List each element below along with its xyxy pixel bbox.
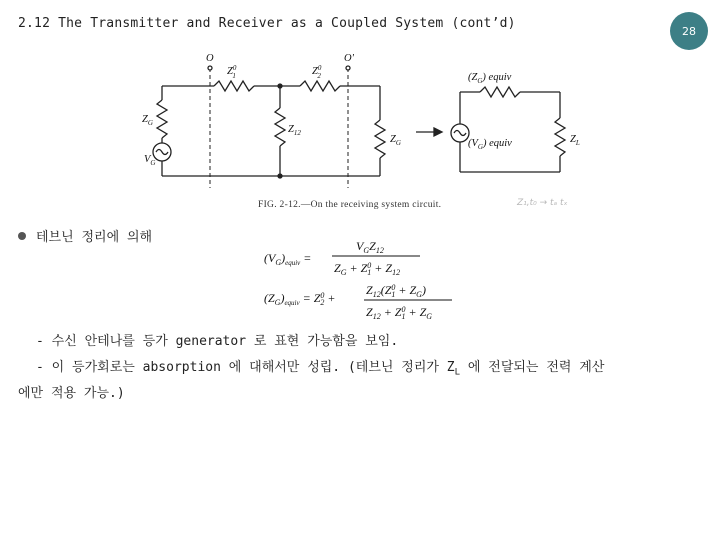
label-zg-equiv: $(Z_G)$ equiv <box>468 72 512 85</box>
eq2-lhs: $(Z_G)_{equiv} = Z^0$ 2 + <box>264 291 336 307</box>
node-z12-top <box>278 84 282 88</box>
equation-block <box>262 236 472 326</box>
terminal-o-prime-top <box>346 66 350 70</box>
note-line-2-text-b: 에 전달되는 전력 계산 <box>460 360 605 375</box>
eq1-lhs: $(V_G)_{equiv}$ = <box>264 251 312 267</box>
resistor-z1 <box>214 81 254 91</box>
eq-resistor-zg <box>480 87 520 97</box>
eq-resistor-zl <box>555 118 565 156</box>
page-number-badge: 28 <box>670 12 708 50</box>
label-z12: $Z_{12}$ <box>288 124 301 137</box>
node-z12-bottom <box>278 174 282 178</box>
note-line-3: 에만 적용 가능.) <box>18 386 125 401</box>
slide-title: 2.12 The Transmitter and Receiver as a Coupled System (cont’d) <box>18 16 516 31</box>
label-terminal-o: O <box>206 53 214 64</box>
note-line-2 <box>36 356 604 378</box>
label-vg-equiv: $(V_G)$ equiv <box>468 138 512 151</box>
note-line-1: - 수신 안테나를 등가 generator 로 표현 가능함을 보임. <box>36 334 399 349</box>
label-zg-left: $Z_G$ <box>142 114 153 127</box>
resistor-z2 <box>300 81 340 91</box>
eq1-numerator: $V_GZ_{12}$ <box>356 239 384 255</box>
circuit-figure <box>130 48 590 213</box>
label-zg-right: $Z_G$ <box>390 134 401 147</box>
arrow-head <box>434 128 442 136</box>
resistor-z12 <box>275 108 285 146</box>
terminal-o-top <box>208 66 212 70</box>
figure-caption: FIG. 2-12.—On the receiving system circuit. <box>258 200 442 210</box>
note-line-2-text-a: - 이 등가회로는 absorption 에 대해서만 성립. (테브닌 정리가 Z <box>36 360 455 375</box>
eq-source-tilde <box>454 131 466 136</box>
label-vg: $V_G$ <box>144 154 156 167</box>
eq2-denominator: $Z_{12} + Z^0$ $1 + Z_G$ <box>366 305 433 321</box>
note-line-2-sub: L <box>454 367 461 378</box>
figure-handwritten-note: Z₁,t₀ → tₐ tₓ <box>517 198 568 208</box>
source-tilde <box>156 150 168 155</box>
label-zl: $Z_L$ <box>570 134 580 147</box>
eq1-denominator: $Z_G + Z^0$ $1 + Z_{12}$ <box>334 261 401 277</box>
resistor-zg-left <box>157 100 167 138</box>
label-z1: $Z^0$ 1 <box>227 64 237 80</box>
label-terminal-o-prime: O' <box>344 53 354 64</box>
eq2-numerator: $Z_{12}(Z^0$ $1 + Z_G$) <box>366 283 426 299</box>
resistor-zg-right <box>375 120 385 158</box>
bullet-icon <box>18 232 26 240</box>
bullet-text: 테브닌 정리에 의해 <box>36 230 153 245</box>
label-z2: $Z^0$ 2 <box>312 64 322 80</box>
